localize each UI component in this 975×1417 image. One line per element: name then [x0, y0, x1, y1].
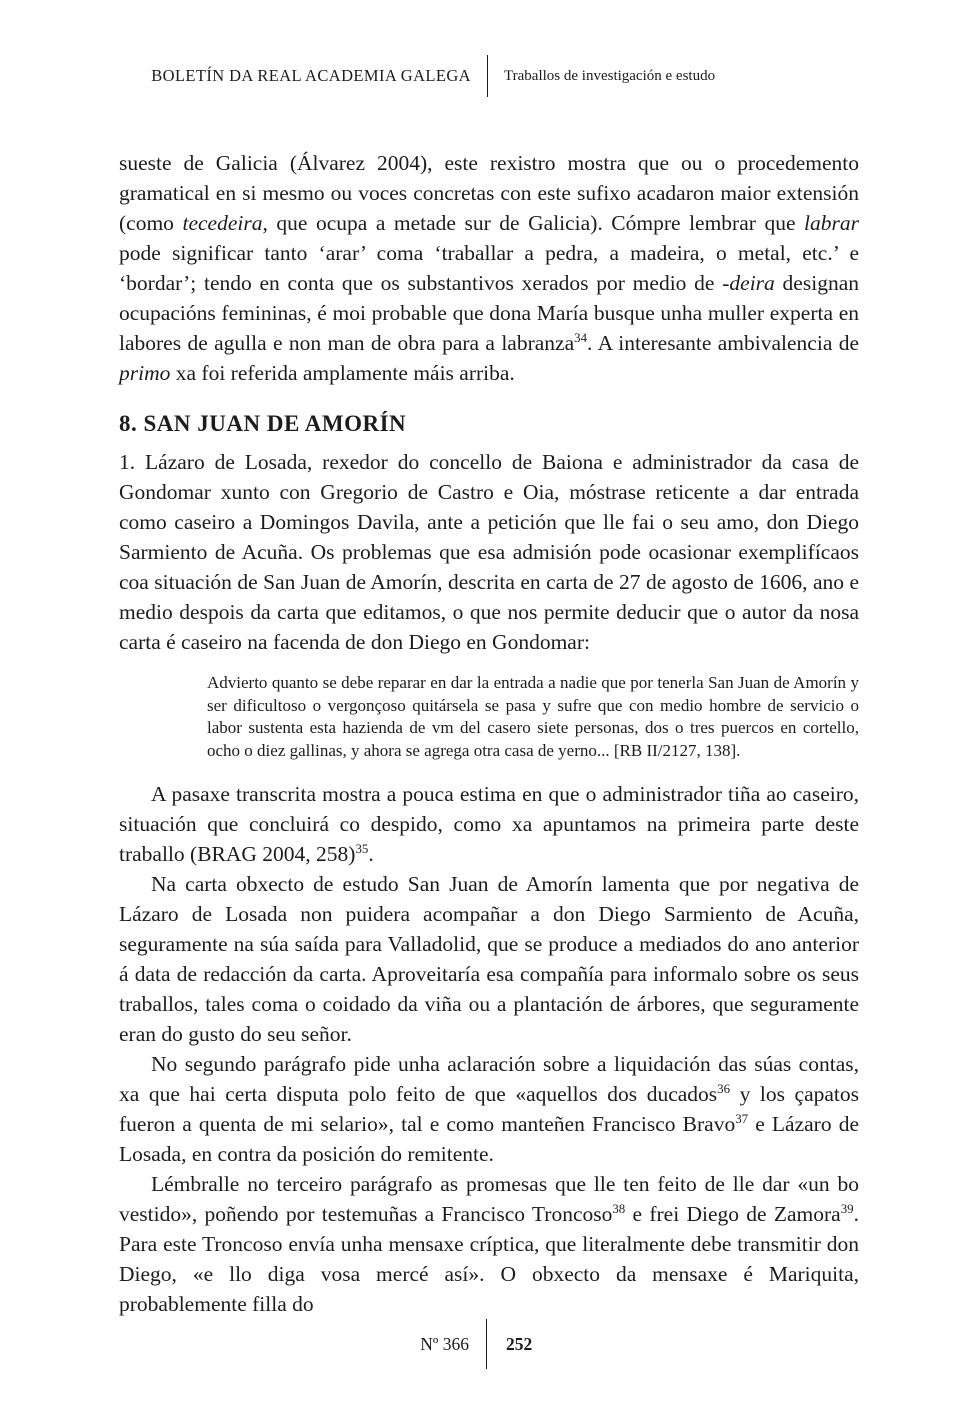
footnote-ref: 38: [612, 1201, 626, 1216]
footnote-ref: 35: [355, 841, 369, 856]
text-run: Lémbralle no terceiro parágrafo as promesas que lle ten feito de lle dar «un bo vestido», poñendo por testemuñas a Francisco Troncoso: [119, 1172, 859, 1226]
text-run: A pasaxe transcrita mostra a pouca estima en que o administrador tiña ao caseiro, situación que concluirá co despido, como xa apuntamos na primeira parte deste traballo (BRAG 2004, 258): [119, 782, 859, 866]
paragraph: [119, 447, 859, 657]
paragraph: [119, 779, 859, 869]
section-heading: [119, 408, 859, 440]
issue-number: Nº 366: [420, 1333, 469, 1354]
paragraph: [119, 869, 859, 1049]
italic-term: labrar: [804, 211, 859, 235]
journal-title: BOLETÍN DA REAL ACADEMIA GALEGA: [151, 66, 471, 85]
section-title: Traballos de investigación e estudo: [504, 67, 716, 84]
italic-term: tecedeira: [182, 211, 263, 235]
article-body: [119, 148, 859, 1319]
running-header: [0, 54, 975, 98]
text-run: e Lázaro de Losada, en contra da posición do remitente.: [119, 1112, 859, 1166]
paragraph: [119, 148, 859, 388]
text-run: . Para este Troncoso envía unha mensaxe críptica, que literalmente debe transmitir don Diego, «e llo diga vosa mercé así». O obxecto da mensaxe é Mariquita, probablemente filla do: [119, 1202, 859, 1316]
paragraph: [119, 1049, 859, 1169]
paragraph: [119, 1169, 859, 1319]
text-run: Advierto quanto se debe reparar en dar la entrada a nadie que por tenerla San Juan de Amorín y ser dificultoso o vergonçoso quitársela se pasa y sufre que con medio hombre de servicio o labor sustenta esta hazienda de vm del casero siete personas, dos o tres puercos en cortello, ocho o diez gallinas, y ahora se agrega otra casa de yerno... [RB II/2127, 138].: [207, 673, 859, 760]
text-run: y los çapatos fueron a quenta de mi selario», tal e como manteñen Francisco Bravo: [119, 1082, 859, 1136]
footnote-ref: 34: [574, 330, 588, 345]
text-run: pode significar tanto ‘arar’ coma ‘traballar a pedra, a madeira, o metal, etc.’ e ‘bordar’; tendo en conta que os substantivos xerados por medio de: [119, 241, 859, 295]
text-run: No segundo parágrafo pide unha aclaración sobre a liquidación das súas contas, xa que hai certa disputa polo feito de que «aquellos dos ducados: [119, 1052, 859, 1106]
page-footer: [0, 1318, 975, 1370]
quote-block: [207, 672, 859, 762]
text-run: . A interesante ambivalencia de: [587, 331, 860, 355]
text-run: , que ocupa a metade sur de Galicia). Cómpre lembrar que: [262, 211, 805, 235]
footnote-ref: 39: [840, 1201, 854, 1216]
text-run: designan ocupacións femininas, é moi probable que dona María busque unha muller experta en labores de agulla e non man de obra para a labranza: [119, 271, 859, 355]
page-number: 252: [506, 1333, 533, 1354]
text-run: Na carta obxecto de estudo San Juan de Amorín lamenta que por negativa de Lázaro de Losada non puidera acompañar a don Diego Sarmiento de Acuña, seguramente na súa saída para Valladolid, que se produce a mediados do ano anterior á data de redacción da carta. Aproveitaría esa compañía para informalo sobre os seus traballos, tales coma o coidado da viña ou a plantación de árbores, que seguramente eran do gusto do seu señor.: [119, 872, 859, 1046]
text-run: e frei Diego de Zamora: [625, 1202, 841, 1226]
text-run: sueste de Galicia (Álvarez 2004), este rexistro mostra que ou o procedemento gramatical en si mesmo ou voces concretas con este sufixo acadaron maior extensión (como: [119, 151, 859, 235]
footnote-ref: 37: [735, 1111, 749, 1126]
italic-term: -deira: [722, 271, 775, 295]
text-run: .: [368, 842, 374, 866]
italic-term: primo: [119, 361, 171, 385]
text-run: 1. Lázaro de Losada, rexedor do concello de Baiona e administrador da casa de Gondomar xunto con Gregorio de Castro e Oia, móstrase reticente a dar entrada como caseiro a Domingos Davila, ante a petición que lle fai o seu amo, don Diego Sarmiento de Acuña. Os problemas que esa admisión pode ocasionar exemplifícaos coa situación de San Juan de Amorín, descrita en carta de 27 de agosto de 1606, ano e medio despois da carta que editamos, o que nos permite deducir que o autor da nosa carta é caseiro na facenda de don Diego en Gondomar:: [119, 450, 859, 654]
text-run: xa foi referida amplamente máis arriba.: [170, 361, 515, 385]
footnote-ref: 36: [717, 1081, 731, 1096]
text-run: 8. SAN JUAN DE AMORÍN: [119, 411, 407, 436]
